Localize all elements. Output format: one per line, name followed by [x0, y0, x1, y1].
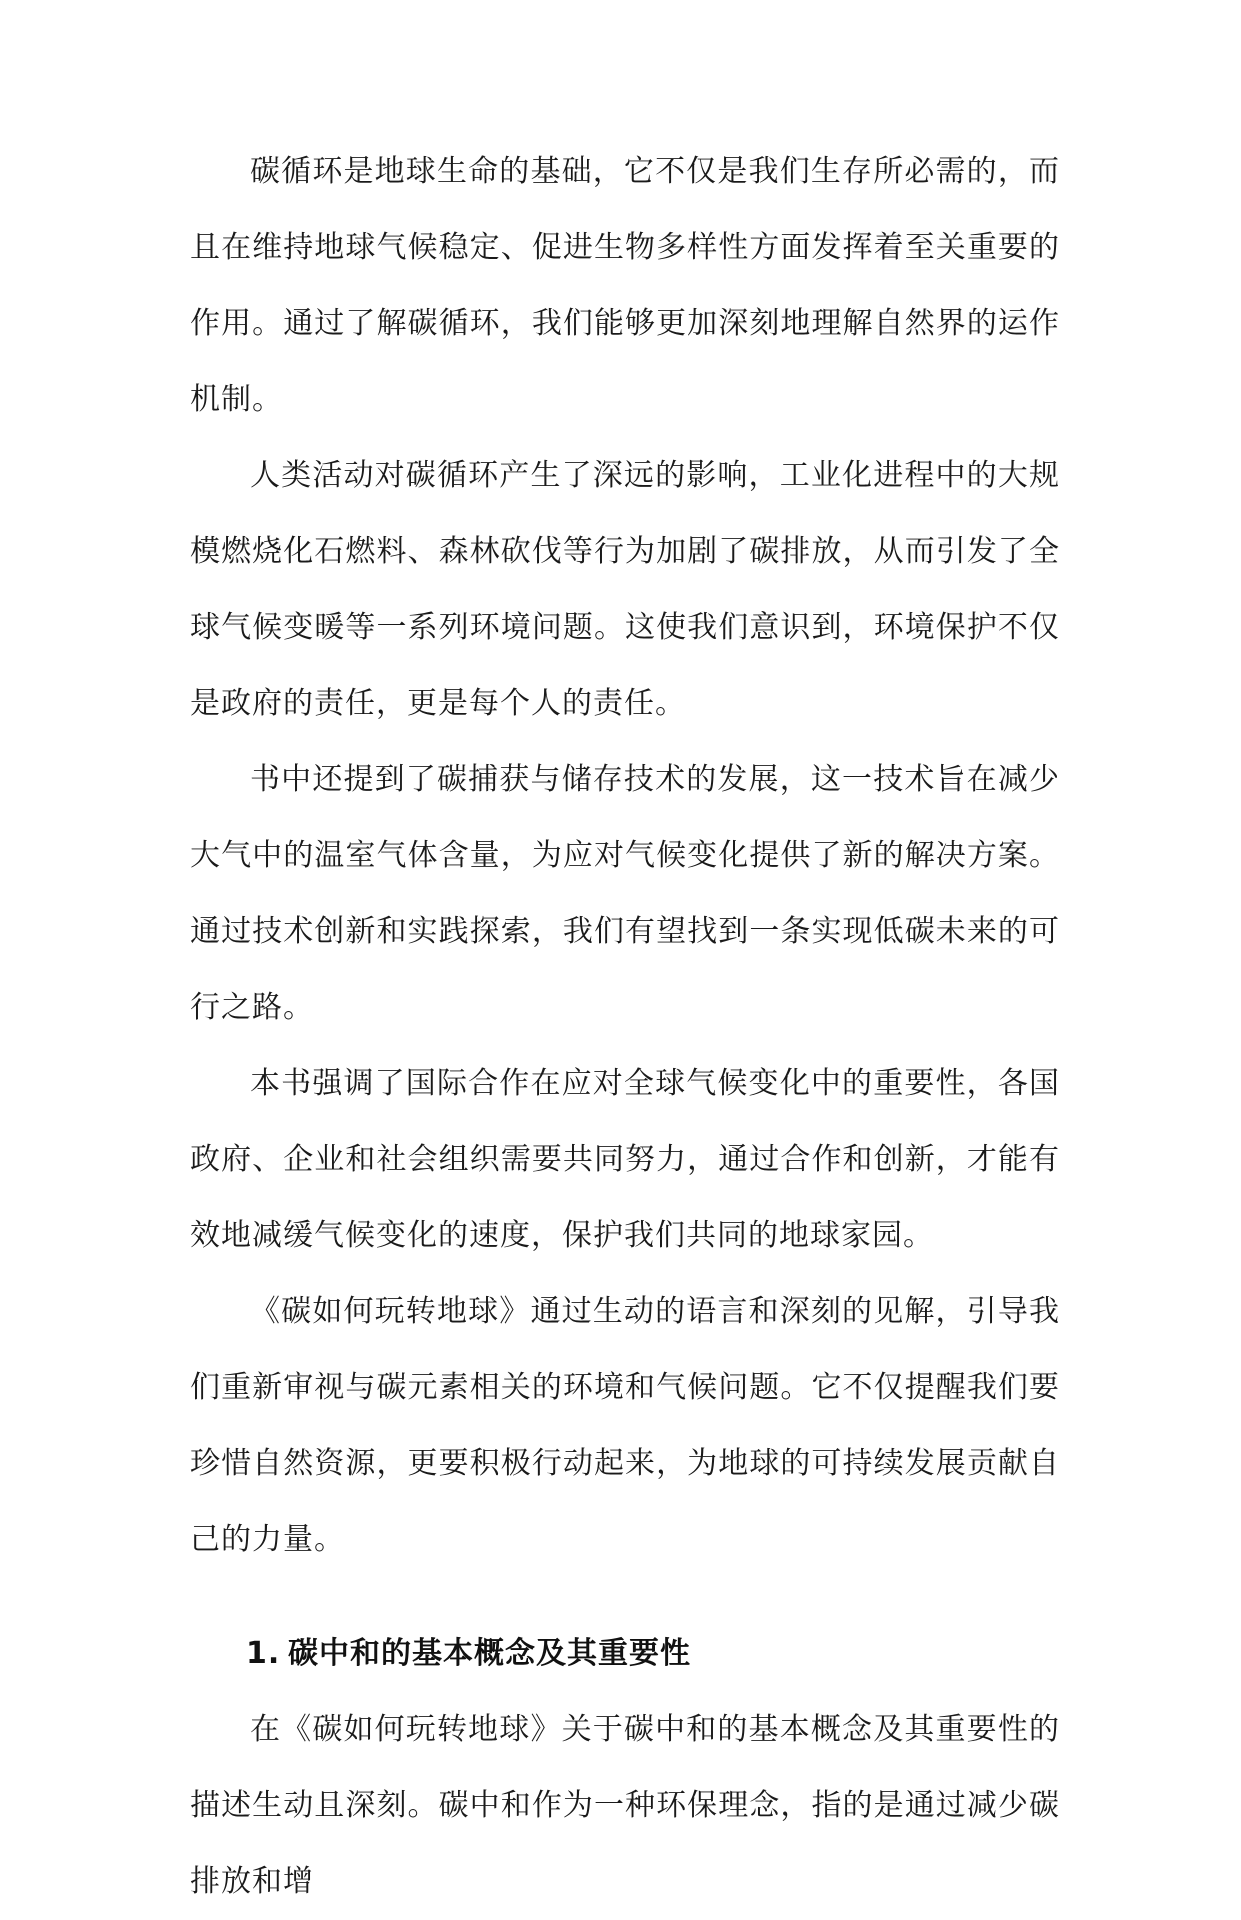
paragraph-carbon-capture: 书中还提到了碳捕获与储存技术的发展，这一技术旨在减少大气中的温室气体含量，为应对气候变化提供了新的解决方案。通过技术创新和实践探索，我们有望找到一条实现低碳未来的可行之路。 [190, 762, 1060, 1025]
paragraph-carbon-neutrality-intro: 在《碳如何玩转地球》关于碳中和的基本概念及其重要性的描述生动且深刻。碳中和作为一种环保理念，指的是通过减少碳排放和增 [190, 1712, 1060, 1899]
document-page [190, 134, 1060, 1920]
section-heading [190, 1616, 1060, 1692]
paragraph-international-cooperation: 本书强调了国际合作在应对全球气候变化中的重要性，各国政府、企业和社会组织需要共同努力，通过合作和创新，才能有效地减缓气候变化的速度，保护我们共同的地球家园。 [190, 1066, 1060, 1253]
paragraph-book-summary: 《碳如何玩转地球》通过生动的语言和深刻的见解，引导我们重新审视与碳元素相关的环境和气候问题。它不仅提醒我们要珍惜自然资源，更要积极行动起来，为地球的可持续发展贡献自己的力量。 [190, 1294, 1060, 1557]
paragraph-human-impact: 人类活动对碳循环产生了深远的影响，工业化进程中的大规模燃烧化石燃料、森林砍伐等行为加剧了碳排放，从而引发了全球气候变暖等一系列环境问题。这使我们意识到，环境保护不仅是政府的责任，更是每个人的责任。 [190, 458, 1060, 721]
paragraph-carbon-cycle: 碳循环是地球生命的基础，它不仅是我们生存所必需的，而且在维持地球气候稳定、促进生物多样性方面发挥着至关重要的作用。通过了解碳循环，我们能够更加深刻地理解自然界的运作机制。 [190, 154, 1060, 417]
section-number: 1. [246, 1636, 281, 1671]
section-title: 碳中和的基本概念及其重要性 [288, 1636, 691, 1671]
